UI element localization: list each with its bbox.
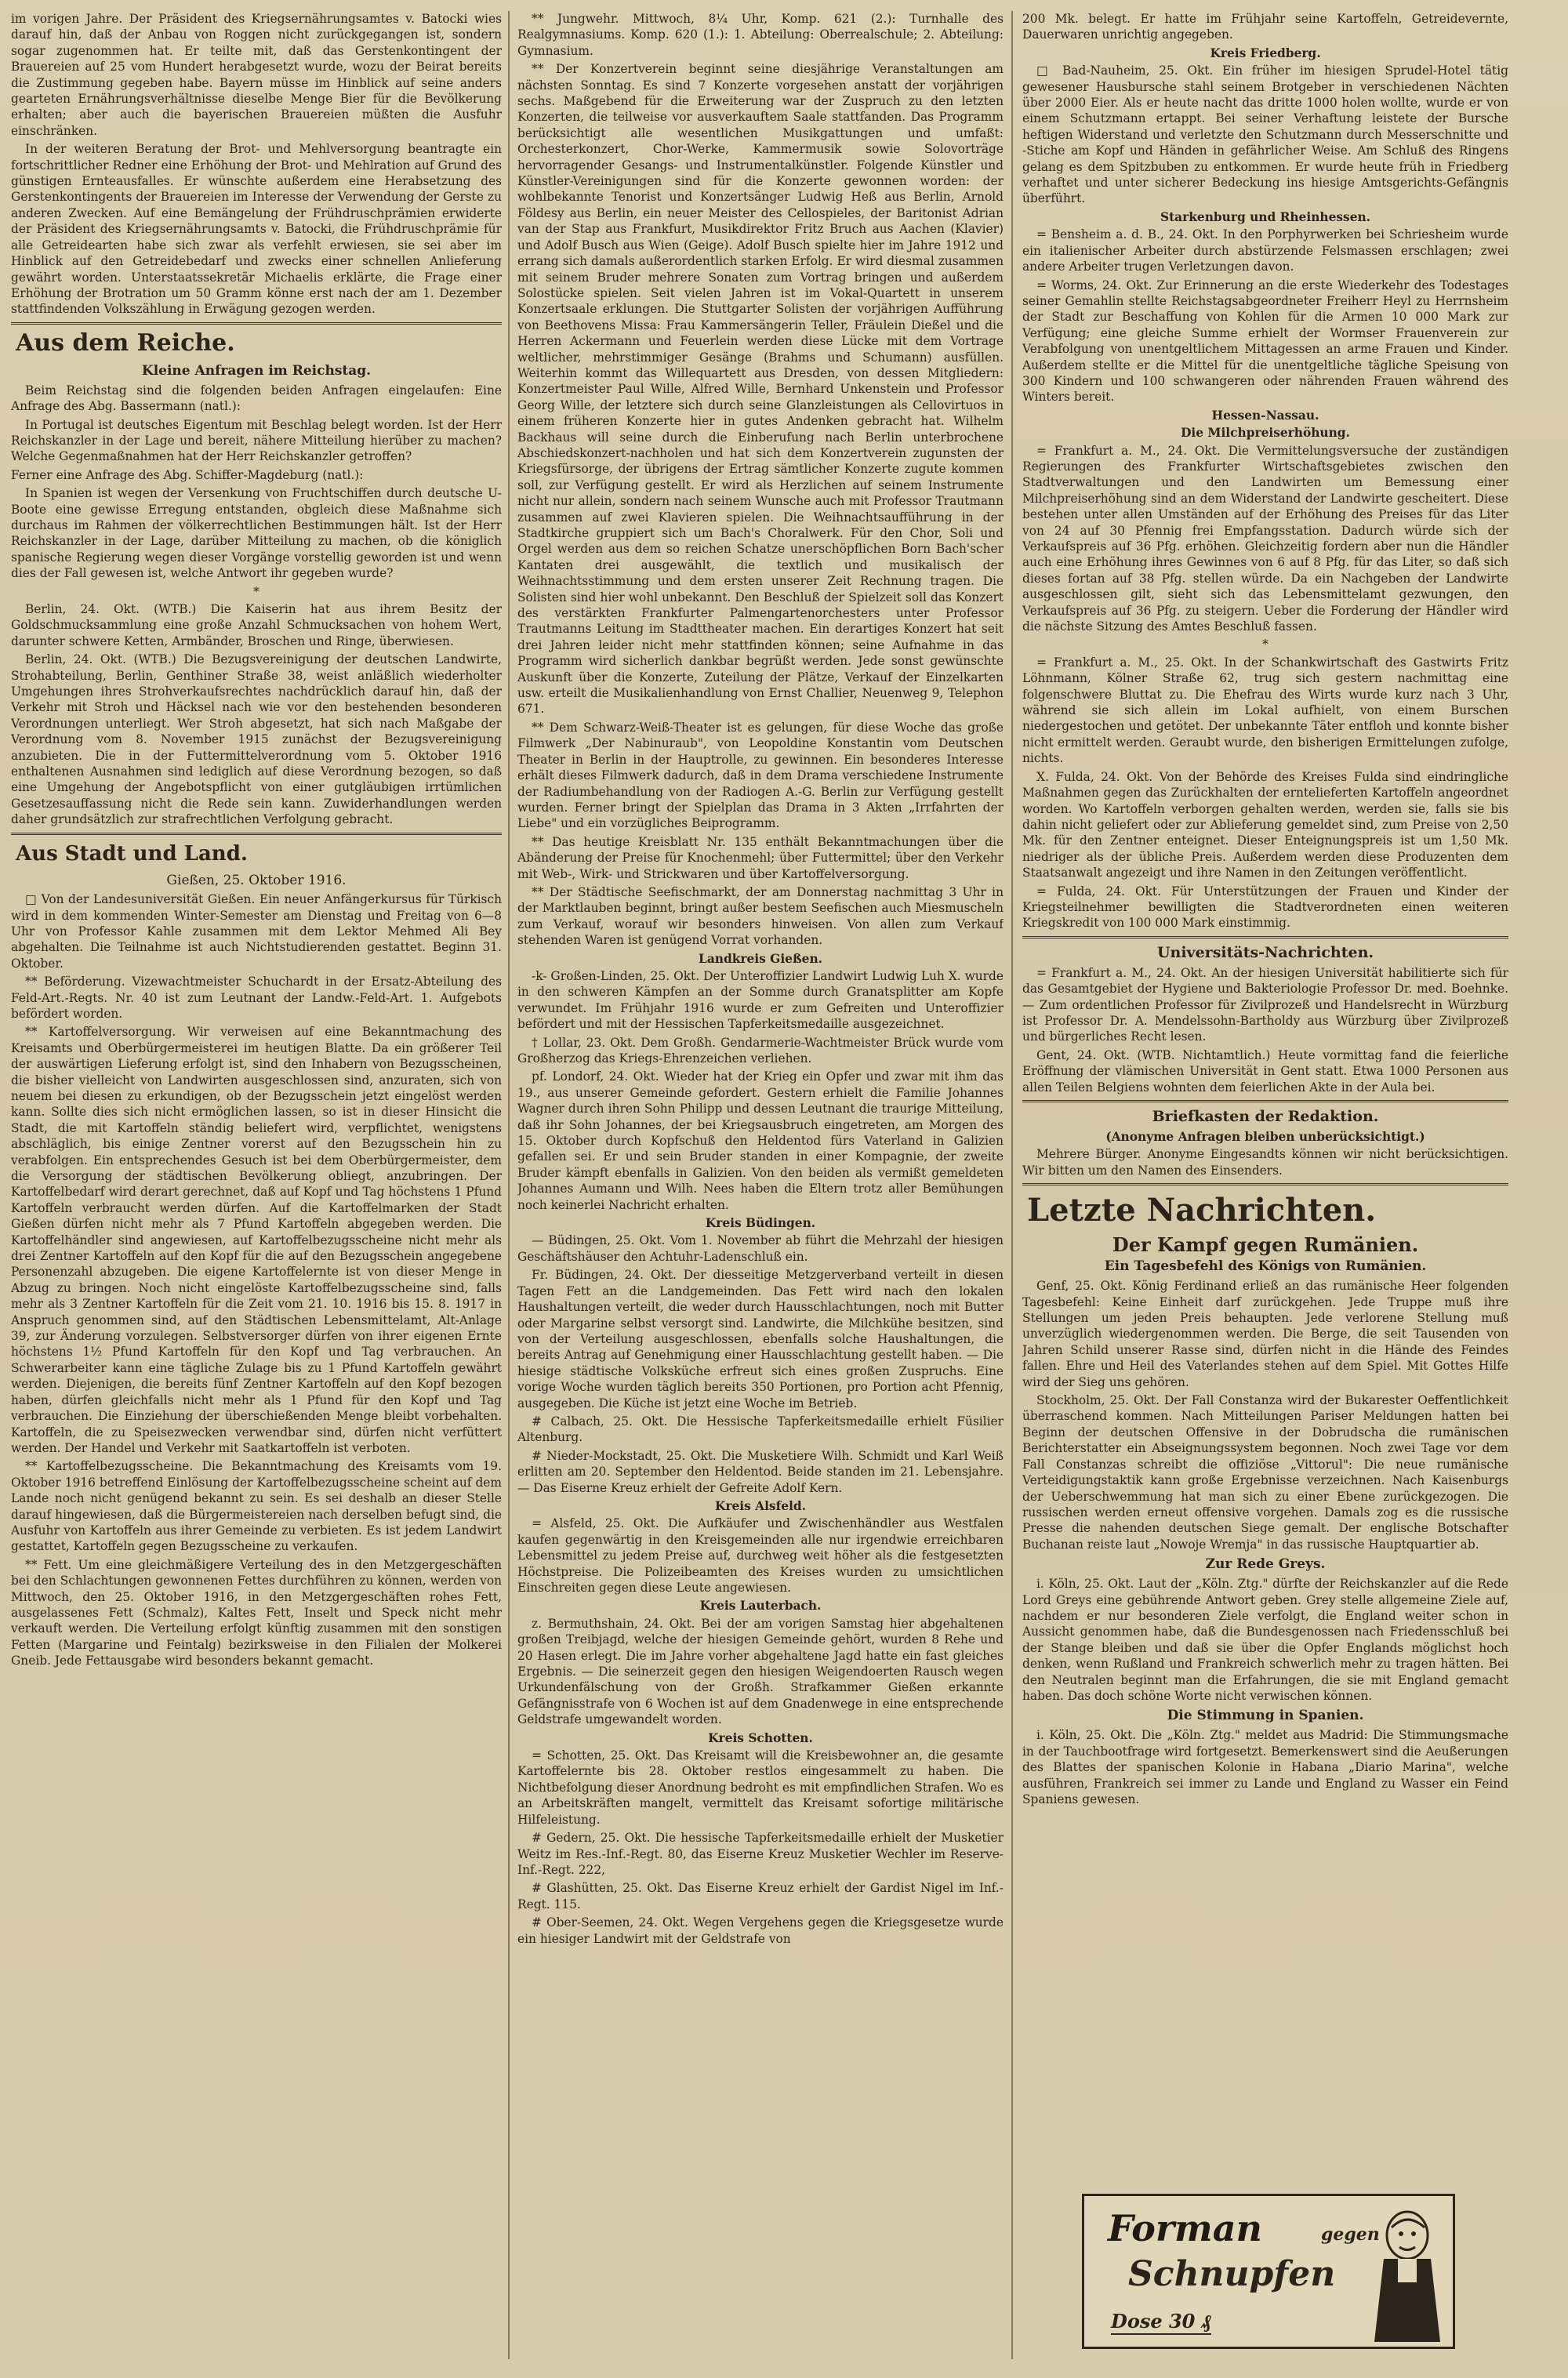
ad-gegen: gegen: [1321, 2224, 1380, 2245]
paragraph: = Worms, 24. Okt. Zur Erinnerung an die erste Wiederkehr des Todestages seiner Gemahlin stellte Reichstagsabgeordneter Freiherr Heyl zu Herrnsheim der Stadt zur Beschaffung von Kohlen für die Armen 10 000 Mark zur Verfügung; eine gleiche Summe erhielt der Wormser Frauenverein zur Verabfolgung von unentgeltlichem Mittagessen an arme Frauen und Kinder. Außerdem stellte er die Mittel für die unentgeltliche tägliche Speisung von 300 Kindern und 100 schwangeren oder nährenden Frauen während des Winters bereit.: [1022, 278, 1508, 405]
paragraph: = Frankfurt a. M., 24. Okt. An der hiesigen Universität habilitierte sich für das Gesamtgebiet der Hygiene und Bakteriologie Professor Dr. med. Boehnke. — Zum ordentlichen Professor für Zivilprozeß und Handelsrecht in Würzburg ist Professor Dr. A. Mendelssohn-Bartholdy aus Würzburg über Zivilprozeß und bürgerliches Recht lesen.: [1022, 965, 1508, 1044]
column-1: [11, 11, 502, 2362]
region-heading: Kreis Lauterbach.: [699, 1599, 822, 1614]
paragraph: # Glashütten, 25. Okt. Das Eiserne Kreuz erhielt der Gardist Nigel im Inf.-Regt. 115.: [517, 1881, 1004, 1911]
region-heading: Landkreis Gießen.: [699, 951, 822, 966]
paragraph: i. Köln, 25. Okt. Die „Köln. Ztg." meldet aus Madrid: Die Stimmungsmache in der Tauchbootfrage wird fortgesetzt. Bemerkenswert sind die Aeußerungen des Blattes der spanischen Kolonie in Habana „Diario Marina", welche ausführen, Frankreich sei immer zu Lande und England zu Wasser ein Feind Spaniens gewesen.: [1022, 1728, 1508, 1806]
paragraph: # Calbach, 25. Okt. Die Hessische Tapferkeitsmedaille erhielt Füsilier Altenburg.: [517, 1414, 1004, 1445]
column-rule: [508, 11, 510, 2359]
paragraph: ** Der Städtische Seefischmarkt, der am Donnerstag nachmittag 3 Uhr in der Marktlauben beginnt, bringt außer bestem Seefischen auch Miesmuscheln zum Verkauf, worauf wir besonders hinweisen. Von allen zum Verkauf stehenden Waren ist genügend Vorrat vorhanden.: [517, 884, 1004, 948]
section-heading-letzte-nachrichten: Letzte Nachrichten.: [1027, 1192, 1377, 1229]
paragraph: im vorigen Jahre. Der Präsident des Kriegsernährungsamtes v. Batocki wies darauf hin, daß der Anbau von Roggen nicht zurückgegangen ist, sondern sogar zugenommen hat. Er teilte mit, daß das Gerstenkontingent der Brauereien auf 25 vom Hundert herabgesetzt wurde, wozu der Beirat bereits die Zustimmung gegeben habe. Bayern müsse im Hinblick auf seine anders gearteten Ernährungsverhältnisse dieselbe Menge Bier für die Bevölkerung erhalten; aber auch die bayerischen Brauereien müßten die Ausfuhr einschränken.: [11, 12, 502, 138]
divider: [1022, 1100, 1508, 1102]
paragraph: # Nieder-Mockstadt, 25. Okt. Die Musketiere Wilh. Schmidt und Karl Weiß erlitten am 20. September den Heldentod. Beide standen im 21. Lebensjahre. — Das Eiserne Kreuz erhielt der Gefreite Adolf Kern.: [517, 1448, 1004, 1495]
article-heading: Der Kampf gegen Rumänien.: [1112, 1233, 1419, 1257]
paragraph: In der weiteren Beratung der Brot- und Mehlversorgung beantragte ein fortschrittlicher Redner eine Erhöhung der Brot- und Mehlration auf Grund des günstigen Ernteausfalles. Er wünschte außerdem eine Herabsetzung des Gerstenkontingents der Brauereien im Interesse der Verwendung der Gerste zu anderen Zwecken. Auf eine Bemängelung der Frühdruschprämien erwiderte der Präsident des Kriegsernährungsamts v. Batocki, die Frühdruschprämie für alle Getreidearten habe sich zwar als verfehlt erwiesen, sie sei aber im Hinblick auf den Getreidebedarf und zwecks einer schnellen Anlieferung gewährt worden. Unterstaatssekretär Michaelis erklärte, die Frage einer Erhöhung der Brotration um 50 Gramm könne erst nach der am 1. Dezember stattfindenden Volkszählung in Erwägung gezogen werden.: [11, 142, 502, 317]
paragraph: ** Kartoffelbezugsscheine. Die Bekanntmachung des Kreisamts vom 19. Oktober 1916 betreffend Einlösung der Kartoffelbezugsscheine scheint auf dem Lande noch nicht genügend bekannt zu sein. Es sei deshalb an dieser Stelle darauf hingewiesen, daß die Bürgermeistereien nach derselben befugt sind, die Ausfuhr von Kartoffeln aus ihrer Gemeinde zu verbieten. Es ist jedem Landwirt gestattet, Kartoffeln gegen Bezugsscheine zu verkaufen.: [11, 1459, 502, 1554]
region-heading: Hessen-Nassau.: [1211, 408, 1319, 423]
paragraph: □ Von der Landesuniversität Gießen. Ein neuer Anfängerkursus für Türkisch wird in dem kommenden Winter-Semester am Dienstag und Freitag von 6—8 Uhr von Professor Kahle zusammen mit dem Lektor Mehmed Ali Bey abgehalten. Die Teilnahme ist auch Nichtstudierenden gestattet. Beginn 31. Oktober.: [11, 892, 502, 971]
paragraph: i. Köln, 25. Okt. Laut der „Köln. Ztg." dürfte der Reichskanzler auf die Rede Lord Greys eine gebührende Antwort geben. Grey stelle allgemeine Ziele auf, nachdem er nur besonderen Ziele verfolgt, die England weiter schon in Aussicht genommen habe, daß die Bundesgenossen nach Friedensschluß bei der Stange bleiben und daß sie über die Opfer Englands möglichst hoch denken, wenn Rußland und Frankreich schwerlich mehr zu tragen hätten. Bei den Neutralen beginnt man die Erfahrungen, die sie mit England gemacht haben. Das doch schöne Worte nicht verwischen können.: [1022, 1577, 1508, 1703]
article-heading: Die Milchpreiserhöhung.: [1181, 426, 1350, 441]
paragraph: Ferner eine Anfrage des Abg. Schiffer-Magdeburg (natl.):: [11, 467, 364, 482]
paragraph: X. Fulda, 24. Okt. Von der Behörde des Kreises Fulda sind eindringliche Maßnahmen gegen das Zurückhalten der erntelieferten Kartoffeln angeordnet worden. Wo Kartoffeln verborgen gehalten werden, werden sie, falls sie bis dahin nicht geliefert oder zur Ablieferung gemeldet sind, zum Preise von 2,50 Mk. für den Zentner enteignet. Dieser Enteignungspreis ist um 1,50 Mk. niedriger als der übliche Preis. Außerdem werden diese Produzenten dem Staatsanwalt angezeigt und ihre Namen in den Zeitungen veröffentlicht.: [1022, 769, 1508, 880]
paragraph: Mehrere Bürger. Anonyme Eingesandts können wir nicht berücksichtigen. Wir bitten um den Namen des Einsenders.: [1022, 1147, 1508, 1178]
section-heading-briefkasten: Briefkasten der Redaktion.: [1152, 1108, 1379, 1125]
paragraph: ** Der Konzertverein beginnt seine diesjährige Veranstaltungen am nächsten Sonntag. Es sind 7 Konzerte vorgesehen anstatt der vorjährigen sechs. Maßgebend für die Erweiterung war der Zuspruch zu den letzten Konzerten, die teilweise vor ausverkauftem Saale stattfanden. Das Programm berücksichtigt alle wesentlichen Musikgattungen und umfaßt: Orchesterkonzert, Chor-Werke, Kammermusik sowie Solovorträge hervorragender Gesangs- und Instrumentalkünstler. Folgende Künstler und Künstler-Vereinigungen sind für die Konzerte gewonnen worden: der wohlbekannte Tenorist und Konzertsänger Ludwig Heß aus Berlin, Arnold Földesy aus Berlin, ein neuer Meister des Cellospieles, der Baritonist Adrian van der Stap aus Frankfurt, Musikdirektor Fritz Bruch aus Aachen (Klavier) und Adolf Busch aus Wien (Geige). Adolf Busch spielte hier im Jahre 1912 und errang sich damals außerordentlich starken Erfolg. Er wird diesmal zusammen mit seinem Bruder mehrere Sonaten zum Vortrag bringen und außerdem Solostücke spielen. Seit vielen Jahren ist im Vokal-Quartett in unserem Konzertsaale erklungen. Die Stuttgarter Solisten der vorjährigen Aufführung von Beethovens Missa: Frau Kammersängerin Teller, Fräulein Dießel und die Herren Ackermann und Feuerlein werden diese Lücke mit dem Vortrage weltlicher, mehrstimmiger Gesänge (Brahms und Schumann) ausfüllen. Weiterhin kommt das Willequartett aus Dresden, von dessen Mitgliedern: Konzertmeister Paul Wille, Alfred Wille, Bernhard Unkenstein und Professor Georg Wille, der letztere sich durch seine Glanzleistungen als Cellovirtuos in einem früheren Konzerte hier in gutes Andenken gebracht hat. Wilhelm Backhaus will seine durch die Einberufung nach Berlin unterbrochene Abschiedskonzert-nachholen und hat sich dem Konzertverein zugunsten der Kriegsfürsorge, der übrigens der Ertrag sämtlicher Konzerte zugute kommen soll, zur Verfügung gestellt. Er wird als Herzlichen auf seinem Instrumente nicht nur allein, sondern nach seinem Wunsche auch mit Professor Trautmann zusammen auf zwei Klavieren spielen. Die Weihnachtsaufführung in der Stadtkirche gruppiert sich um Bach's Choralwerk. Für den Chor, Soli und Orgel werden aus dem so reichen Schatze unerschöpflichen Born Bach'scher Kantaten drei ausgewählt, die textlich und musikalisch der Weihnachtsstimmung und dem ersten unserer Zeit Rechnung tragen. Die Solisten sind hier wohl unbekannt. Den Beschluß der Spielzeit soll das Konzert des verstärkten Frankfurter Palmengartenorchesters unter Professor Trautmanns Leitung im Stadttheater machen. Ein derartiges Konzert hat seit drei Jahren leider nicht mehr stattfinden können; seine Aufnahme in das Programm wird sicherlich dankbar begrüßt werden. Jede sonst gewünschte Auskunft über die Konzerte, Zuteilung der Plätze, Verkauf der Einzelkarten usw. erteilt die Musikalienhandlung von Ernst Challier, Neuenweg 9, Telephon 671.: [517, 62, 1004, 717]
paragraph: ** Fett. Um eine gleichmäßigere Verteilung des in den Metzgergeschäften bei den Schlachtungen gewonnenen Fettes durchführen zu können, werden von Mittwoch, den 25. Oktober 1916, in den Metzgergeschäften rohes Fett, ausgelassenes Fett (Schmalz), Kaltes Fett, Inselt und Speck nicht mehr verkauft werden. Die Verteilung erfolgt künftig zusammen mit den sonstigen Fetten (Margarine und Feintalg) bezirksweise in den Filialen der Molkerei Gneib. Jede Fettausgabe wird besonders bekannt gemacht.: [11, 1557, 502, 1668]
divider: [11, 322, 502, 325]
ad-brand: Forman: [1108, 2207, 1262, 2249]
paragraph: # Ober-Seemen, 24. Okt. Wegen Vergehens gegen die Kriegsgesetze wurde ein hiesiger Landwirt mit der Geldstrafe von: [517, 1915, 1004, 1946]
paragraph: — Büdingen, 25. Okt. Vom 1. November ab führt die Mehrzahl der hiesigen Geschäftshäuser den Achtuhr-Ladenschluß ein.: [517, 1233, 1004, 1264]
column-3: [1022, 11, 1508, 2182]
man-sneezing-illustration: [1368, 2204, 1446, 2342]
article-subheading: Ein Tagesbefehl des Königs von Rumänien.: [1104, 1258, 1427, 1275]
paragraph: □ Bad-Nauheim, 25. Okt. Ein früher im hiesigen Sprudel-Hotel tätig gewesener Hausbursche stahl seinem Brotgeber in verschiedenen Nächten über 2000 Eier. Als er heute nacht das dritte 1000 holen wollte, wurde er von einem Schutzmann ertappt. Bei seiner Verhaftung leistete der Bursche heftigen Widerstand und verletzte den Schutzmann durch Messerschnitte und -Stiche am Kopf und Händen in gefährlicher Weise. Am Schluß des Ringens gelang es dem Spitzbuben zu entkommen. Er wurde heute früh in Friedberg verhaftet und unter sicherer Bedeckung ins hiesige Amtsgerichts-Gefängnis überführt.: [1022, 64, 1508, 206]
paragraph: pf. Londorf, 24. Okt. Wieder hat der Krieg ein Opfer und zwar mit ihm das 19., aus unserer Gemeinde gefordert. Gestern erhielt die Familie Johannes Wagner durch ihren Sohn Philipp und dessen Leutnant die traurige Mitteilung, daß ihr Sohn Johannes, der bei Kriegsausbruch eingetreten, am Morgen des 15. Oktober durch Kopfschuß den Heldentod fürs Vaterland in Galizien gefallen sei. Er und sein Bruder standen in einer Kompagnie, der zweite Bruder kämpft ebenfalls in Galizien. Von den beiden als vermißt gemeldeten Johannes Aumann und Wilh. Nees haben die Eltern trotz aller Bemühungen noch keinerlei Nachricht erhalten.: [517, 1069, 1004, 1212]
paragraph: 200 Mk. belegt. Er hatte im Frühjahr seine Kartoffeln, Getreidevernte, Dauerwaren unrichtig angegeben.: [1022, 12, 1508, 42]
region-heading: Kreis Büdingen.: [705, 1216, 816, 1231]
divider: [1022, 1183, 1508, 1185]
section-heading-universitaet: Universitäts-Nachrichten.: [1156, 943, 1374, 961]
ad-product: Schnupfen: [1128, 2254, 1336, 2294]
paragraph: Fr. Büdingen, 24. Okt. Der diesseitige Metzgerverband verteilt in diesen Tagen Fett an die Landgemeinden. Das Fett wird nach den lokalen Haushaltungen verteilt, die weder durch Hausschlachtungen, noch mit Butter oder Margarine selbst versorgt sind. Landwirte, die Milchkühe besitzen, sind von der Verteilung ausgeschlossen, ebenfalls solche Haushaltungen, die bereits Antrag auf Genehmigung einer Hausschlachtung gestellt haben. — Die hiesige städtische Volksküche erfreut sich eines großen Zuspruchs. Eine vorige Woche wurden täglich bereits 350 Portionen, pro Portion acht Pfennig, ausgegeben. Die Küche ist jetzt eine Woche im Betrieb.: [517, 1268, 1004, 1410]
paragraph: ** Kartoffelversorgung. Wir verweisen auf eine Bekanntmachung des Kreisamts und Oberbürgermeisterei im heutigen Blatte. Da ein größerer Teil der auswärtigen Lieferung erfolgt ist, sind den Inhabern von Bezugsscheinen, die bisher vielleicht von Landwirten ausgeschlossen sind, anzuraten, sich von neuem bei diesen zu erkundigen, ob der Bezugsschein jetzt eingelöst werden kann. Sollte dies sich nicht ermöglichen lassen, so ist in dieser Hinsicht die Stadt, die mit Kartoffeln ständig beliefert wird, verpflichtet, wenigstens abschläglich, bis einige Zentner vorerst auf den Bezugsschein hin zu verabfolgen. Ein entsprechendes Gesuch ist bei dem Oberbürgermeister, dem die Versorgung der städtischen Bevölkerung obliegt, anzubringen. Der Kartoffelbedarf wird derart gerechnet, daß auf Kopf und Tag höchstens 1 Pfund Kartoffeln verbraucht werden dürfen. Auf die Kartoffelmarken der Stadt Gießen dürfen nicht mehr als 7 Pfund Kartoffeln abgegeben werden. Die Kartoffelhändler sind angewiesen, auf Kartoffelbezugsscheine nicht mehr als drei Zentner Kartoffeln auf den Kopf für die auf den Bezugsschein angegebene Personenzahl abzugeben. Die eigene Kartoffelernte ist von dieser Menge in Abzug zu bringen. Noch nicht eingelöste Kartoffelbezugsscheine sind, falls mehr als 3 Zentner Kartoffeln für die Zeit vom 21. 10. 1916 bis 15. 8. 1917 in Anspruch genommen sind, auf den Städtischen Lebensmittelamt, Alt-Anlage 39, zur Änderung vorzulegen. Selbstversorger dürfen von ihrer eigenen Ernte höchstens 1½ Pfund Kartoffeln für den Kopf und Tag verbrauchen. An Schwerarbeiter kann eine tägliche Zulage bis zu 1 Pfund Kartoffeln gewährt werden. Diejenigen, die bereits fünf Zentner Kartoffeln auf den Kopf bezogen haben, dürfen gleichfalls nicht mehr als 1 Pfund für den Kopf und Tag verbrauchen. Die Einziehung der überschießenden Menge bleibt vorbehalten. Kartoffeln, die zu Speisezwecken verwendbar sind, dürfen nicht verfüttert werden. Der Handel und Verkehr mit Saatkartoffeln ist verboten.: [11, 1025, 502, 1455]
paragraph: Gent, 24. Okt. (WTB. Nichtamtlich.) Heute vormittag fand die feierliche Eröffnung der vlämischen Universität in Gent statt. Etwa 1000 Personen aus allen Teilen Belgiens wohnten dem feierlichen Akte in der Aula bei.: [1022, 1047, 1508, 1095]
section-subheading: (Anonyme Anfragen bleiben unberücksichtigt.): [1105, 1130, 1425, 1144]
paragraph: ** Jungwehr. Mittwoch, 8¼ Uhr, Komp. 621 (2.): Turnhalle des Realgymnasiums. Komp. 620 (1.): 1. Abteilung: Oberrealschule; 2. Abteilung: Gymnasium.: [517, 12, 1004, 58]
column-rule: [1011, 11, 1013, 2359]
separator-star: *: [1262, 637, 1269, 652]
region-heading: Kreis Friedberg.: [1210, 45, 1321, 60]
paragraph: = Alsfeld, 25. Okt. Die Aufkäufer und Zwischenhändler aus Westfalen kaufen gegenwärtig in den Kreisgemeinden alle nur irgendwie erreichbaren Lebensmittel zu jedem Preise auf, durchweg weit höher als die festgesetzten Höchstpreise. Die Polizeibeamten des Kreises wurden zu umsichtlichen Einschreiten gegen diese Leute angewiesen.: [517, 1516, 1004, 1595]
region-heading: Starkenburg und Rheinhessen.: [1160, 209, 1371, 224]
dateline: Gießen, 25. Oktober 1916.: [166, 872, 347, 888]
divider: [11, 833, 502, 835]
paragraph: = Bensheim a. d. B., 24. Okt. In den Porphyrwerken bei Schriesheim wurde ein italienischer Arbeiter durch abstürzende Felsmassen erschlagen; zwei andere Arbeiter trugen Verletzungen davon.: [1022, 227, 1508, 274]
paragraph: # Gedern, 25. Okt. Die hessische Tapferkeitsmedaille erhielt der Musketier Weitz im Res.-Inf.-Regt. 80, das Eiserne Kreuz Musketier Wechler im Reserve-Inf.-Regt. 222,: [517, 1831, 1004, 1877]
paragraph: Stockholm, 25. Okt. Der Fall Constanza wird der Bukarester Oeffentlichkeit überraschend kommen. Nach Mitteilungen Pariser Meldungen hatten bei Beginn der deutschen Offensive in der Dobrudscha die rumänischen Berichterstatter ein Abseignungssystem begonnen. Noch zwei Tage vor dem Fall Constanzas schreibt die offiziöse „Vittorul": Die neue rumänische Verteidigungstaktik kann große Ergebnisse verzeichnen. Nach Kaisenburgs der Ueberschwemmung hat man sich zu einer Ebene zurückgezogen. Die russischen werden erneut offensive vorgehen. Damals zog es die russische Presse die nahenden deutschen Siege gemalt. Der englische Botschafter Buchanan reiste laut „Nowoje Wremja" in das russische Hauptquartier ab.: [1022, 1393, 1508, 1552]
forman-advertisement: [1082, 2194, 1455, 2349]
paragraph: ** Beförderung. Vizewachtmeister Schuchardt in der Ersatz-Abteilung des Feld-Art.-Regts. Nr. 40 ist zum Leutnant der Landw.-Feld-Art. 1. Aufgebots befördert worden.: [11, 975, 502, 1021]
paragraph: Genf, 25. Okt. König Ferdinand erließ an das rumänische Heer folgenden Tagesbefehl: Keine Einheit darf zurückgehen. Jede Truppe muß ihre Stellungen um jeden Preis behaupten. Jede verlorene Stellung muß unverzüglich wiedergenommen werden. Die Berge, die seit Tausenden von Jahren Schild unserer Rasse sind, dürfen nicht in die Hände des Feindes fallen. Ehre und Heil des Vaterlandes stehen auf dem Spiel. Mit Gottes Hilfe wird der Sieg uns gehören.: [1022, 1279, 1508, 1389]
divider: [1022, 936, 1508, 938]
region-heading: Kreis Schotten.: [708, 1730, 813, 1745]
ad-price: Dose 30 ₰: [1111, 2310, 1211, 2335]
paragraph: Berlin, 24. Okt. (WTB.) Die Bezugsvereinigung der deutschen Landwirte, Strohabteilung, Berlin, Genthiner Straße 38, weist anläßlich wiederholter Umgehungen ihres Strohverkaufsrechtes nachdrücklich darauf hin, daß der Verkehr mit Stroh und Häcksel nach wie vor den bestehenden besonderen Verordnungen unterliegt. Wer Stroh abgesetzt, hat sich nach Maßgabe der Verordnung vom 8. November 1915 zunächst der Bezugsvereinigung anzubieten. Die in der Futtermittelverordnung vom 5. Oktober 1916 enthaltenen Ausnahmen sind lediglich auf diese Verordnung bezogen, so daß eine Umgehung der Angebotspflicht von einer gutgläubigen irrtümlichen Gesetzesauffassung nicht die Rede sein kann. Zuwiderhandlungen werden daher grundsätzlich zur strafrechtlichen Verfolgung gebracht.: [11, 652, 502, 827]
paragraph: -k- Großen-Linden, 25. Okt. Der Unteroffizier Landwirt Ludwig Luh X. wurde in den schweren Kämpfen an der Somme durch Granatsplitter am Kopfe verwundet. Im Frühjahr 1916 wurde er zum Gefreiten und Unteroffizier befördert und mit der Hessischen Tapferkeitsmedaille ausgezeichnet.: [517, 968, 1004, 1032]
paragraph: = Fulda, 24. Okt. Für Unterstützungen der Frauen und Kinder der Kriegsteilnehmer bewilligten die Stadtverordneten einen weiteren Kriegskredit von 100 000 Mark einstimmig.: [1022, 884, 1508, 931]
paragraph: Beim Reichstag sind die folgenden beiden Anfragen eingelaufen: Eine Anfrage des Abg. Bassermann (natl.):: [11, 383, 502, 414]
article-heading: Kleine Anfragen im Reichstag.: [141, 362, 372, 379]
section-heading-stadt: Aus Stadt und Land.: [16, 841, 248, 866]
separator-star: *: [253, 584, 260, 599]
paragraph: † Lollar, 23. Okt. Dem Großh. Gendarmerie-Wachtmeister Brück wurde vom Großherzog das Kriegs-Ehrenzeichen verliehen.: [517, 1035, 1004, 1066]
paragraph: = Schotten, 25. Okt. Das Kreisamt will die Kreisbewohner an, die gesamte Kartoffelernte bis 28. Oktober restlos eingesammelt zu haben. Die Nichtbefolgung dieser Anordnung bedroht es mit empfindlichen Strafen. Wo es an Arbeitskräften mangelt, vermittelt das Kreisamt sofortige militärische Hilfeleistung.: [517, 1748, 1004, 1827]
paragraph: = Frankfurt a. M., 25. Okt. In der Schankwirtschaft des Gastwirts Fritz Löhnmann, Kölner Straße 62, trug sich gestern nachmittag eine folgenschwere Bluttat zu. Die Ehefrau des Wirts wurde kurz nach 3 Uhr, während sie sich allein im Lokal aufhielt, von einem Burschen niedergestochen und getötet. Der unbekannte Täter entfloh und konnte bisher nicht ermittelt werden. Geraubt wurde, den bisherigen Ermittelungen zufolge, nichts.: [1022, 655, 1508, 766]
section-heading-reich: Aus dem Reiche.: [16, 329, 235, 357]
region-heading: Kreis Alsfeld.: [715, 1498, 806, 1513]
column-2: [517, 11, 1004, 2362]
paragraph: Berlin, 24. Okt. (WTB.) Die Kaiserin hat aus ihrem Besitz der Goldschmucksammlung eine große Anzahl Schmucksachen von hohem Wert, darunter schwere Ketten, Armbänder, Broschen und Ringe, überwiesen.: [11, 602, 502, 648]
paragraph: = Frankfurt a. M., 24. Okt. Die Vermittelungsversuche der zuständigen Regierungen des Frankfurter Wirtschaftsgebietes zwischen den Stadtverwaltungen und den Landwirten um Bemessung einer Milchpreiserhöhung sind an dem Widerstand der Landwirte gescheitert. Diese bestehen unter allen Umständen auf der Erhöhung des Preises für das Liter von 24 auf 30 Pfennig frei Empfangsstation. Dadurch würde sich der Verkaufspreis auf 36 Pfg. erhöhen. Gleichzeitig fordern aber nun die Händler auch eine Erhöhung ihres Gewinnes von 6 auf 8 Pfg. für das Liter, so daß sich dieses fortan auf 38 Pfg. stellen würde. Da ein Nachgeben der Landwirte ausgeschlossen gilt, sieht sich das Lebensmittelamt gezwungen, den Verkaufspreis auf 36 Pfg. zu steigern. Ueber die Forderung der Händler wird die nächste Sitzung des Amtes Beschluß fassen.: [1022, 443, 1508, 634]
paragraph: ** Dem Schwarz-Weiß-Theater ist es gelungen, für diese Woche das große Filmwerk „Der Nabinuraub", von Leopoldine Konstantin vom Deutschen Theater in Berlin in der Hauptrolle, zu gewinnen. Ein besonderes Interesse erhält dieses Filmwerk dadurch, daß in dem Drama verschiedene Instrumente der Radiumbehandlung von der Radiogen A.-G. Berlin zur Verfügung gestellt wurden. Ferner bringt der Spielplan das Drama in 3 Akten „Irrfahrten der Liebe" und ein vorzügliches Beiprogramm.: [517, 720, 1004, 831]
paragraph: z. Bermuthshain, 24. Okt. Bei der am vorigen Samstag hier abgehaltenen großen Treibjagd, welche der hiesigen Gemeinde gehört, wurden 8 Rehe und 20 Hasen erlegt. Die im Jahre vorher abgehaltene Jagd hatte ein fast gleiches Ergebnis. — Die seinerzeit gegen den hiesigen Weigendoerten Rausch wegen Urkundenfälschung von der Großh. Strafkammer Gießen erkannte Gefängnisstrafe von 6 Wochen ist auf dem Gnadenwege in eine entsprechende Geldstrafe umgewandelt worden.: [517, 1616, 1004, 1727]
article-heading: Zur Rede Greys.: [1205, 1556, 1326, 1573]
paragraph: In Spanien ist wegen der Versenkung von Fruchtschiffen durch deutsche U-Boote eine gewisse Erregung entstanden, obgleich diese Maßnahme sich durchaus im Rahmen der völkerrechtlichen Bestimmungen hält. Ist der Herr Reichskanzler in der Lage, darüber Mitteilung zu machen, ob die königlich spanische Regierung wegen dieser Vorgänge vorstellig geworden ist und wenn dies der Fall gewesen ist, welche Antwort ihr gegeben wurde?: [11, 486, 502, 581]
paragraph: ** Das heutige Kreisblatt Nr. 135 enthält Bekanntmachungen über die Abänderung der Preise für Knochenmehl; über Futtermittel; über den Verkehr mit Web-, Wirk- und Strickwaren und über Kartoffelversorgung.: [517, 834, 1004, 881]
article-heading: Die Stimmung in Spanien.: [1167, 1708, 1364, 1724]
paragraph: In Portugal ist deutsches Eigentum mit Beschlag belegt worden. Ist der Herr Reichskanzler in der Lage und bereit, nähere Mitteilung hierüber zu machen? Welche Gegenmaßnahmen hat der Herr Reichskanzler getroffen?: [11, 417, 502, 464]
